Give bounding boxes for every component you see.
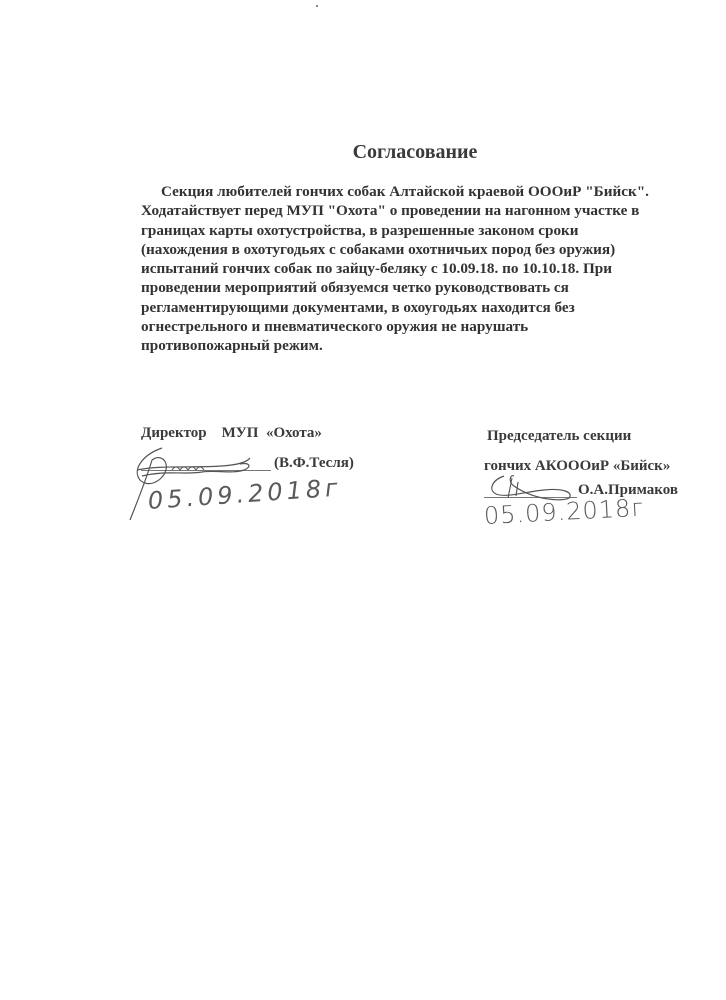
left-handwritten-date: 05.09.2018г [147,473,343,515]
left-signatory-name: (В.Ф.Тесля) [274,455,354,471]
scan-speck [316,5,318,7]
body-line: границах карты охотустройства, в разрешенные законом сроки [141,221,579,239]
body-line: испытаний гончих собак по зайцу-беляку с 10.09.18. по 10.10.18. При [141,260,613,278]
body-line: Ходатайствует перед МУП "Охота" о проведении на нагонном участке в [141,202,640,220]
document-body [141,182,716,356]
body-line: Секция любителей гончих собак Алтайской краевой ОООиР "Бийск". [161,183,649,200]
body-line: проведении мероприятий обязуемся четко руководствовать ся [141,279,569,297]
left-signatory-title: Директор МУП «Охота» [141,425,322,441]
document-title: Согласование [352,141,478,163]
right-handwritten-date: 05.09.2018г [483,493,645,530]
right-signatory-title-line1: Председатель секции [487,428,632,444]
body-line: (нахождения в охотугодьях с собаками охотничьих пород без оружия) [141,240,616,258]
body-line: противопожарный режим. [141,337,323,355]
body-line: огнестрельного и пневматического оружия не нарушать [141,318,529,336]
body-line: регламентирующими документами, в охоугодьях находится без [141,298,575,316]
right-signatory-name: О.А.Примаков [578,482,678,498]
right-signatory-title-line2: гончих АКОООиР «Бийск» [484,458,671,474]
